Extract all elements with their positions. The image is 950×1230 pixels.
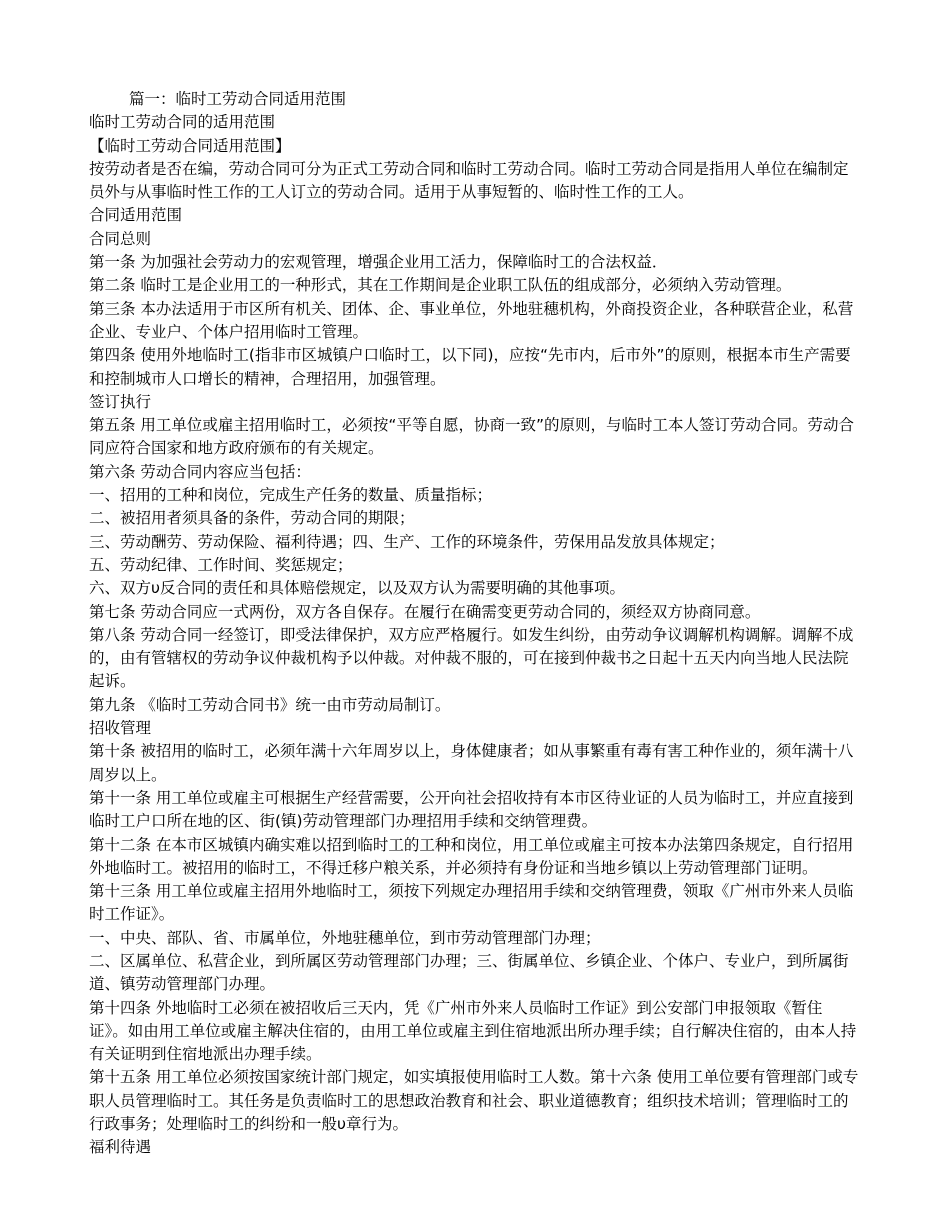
document-heading: 篇一：临时工劳动合同适用范围 xyxy=(129,90,347,108)
section-title: 临时工劳动合同的适用范围 xyxy=(89,113,276,132)
article-8: 第八条 劳动合同一经签订，即受法律保护，双方应严格履行。如发生纠纷，由劳动争议调解机构调解。调解不成的，由有管辖权的劳动争议仲裁机构予以仲裁。对仲裁不服的，可在接到仲裁书之日起十五天内向当地人民法院起诉。 xyxy=(89,625,854,691)
article-3: 第三条 本办法适用于市区所有机关、团体、企、事业单位，外地驻穗机构，外商投资企业，各种联营企业，私营企业、专业户、个体户招用临时工管理。 xyxy=(89,299,854,341)
article-5: 第五条 用工单位或雇主招用临时工，必须按“平等自愿，协商一致”的原则，与临时工本人签订劳动合同。劳动合同应符合国家和地方政府颁布的有关规定。 xyxy=(89,416,854,458)
section-heading: 合同总则 xyxy=(89,229,152,248)
section-heading: 签订执行 xyxy=(89,392,152,411)
list-item: 一、中央、部队、省、市属单位，外地驻穗单位，到市劳动管理部门办理； xyxy=(89,928,601,947)
paragraph: 按劳动者是否在编，劳动合同可分为正式工劳动合同和临时工劳动合同。临时工劳动合同是指用人单位在编制定员外与从事临时性工作的工人订立的劳动合同。适用于从事短暂的、临时性工作的工人。 xyxy=(89,159,849,202)
list-item: 二、被招用者须具备的条件，劳动合同的期限； xyxy=(89,509,415,528)
article-11: 第十一条 用工单位或雇主可根据生产经营需要，公开向社会招收持有本市区待业证的人员为临时工，并应直接到临时工户口所在地的区、街(镇)劳动管理部门办理招用手续和交纳管理费。 xyxy=(89,788,854,831)
list-item: 五、劳动纪律、工作时间、奖惩规定； xyxy=(89,555,353,574)
document-body xyxy=(89,88,861,1160)
article-12: 第十二条 在本市区城镇内确实难以招到临时工的工种和岗位，用工单位或雇主可按本办法第四条规定，自行招用外地临时工。被招用的临时工，不得迁移户粮关系，并必须持有身份证和当地乡镇以上劳动管理部门证明。 xyxy=(89,835,854,877)
article-15-16: 第十五条 用工单位必须按国家统计部门规定，如实填报使用临时工人数。第十六条 使用工单位要有管理部门或专职人员管理临时工。其任务是负责临时工的思想政治教育和社会、职业道德教育；组织技术培训；管理临时工的行政事务；处理临时工的纠纷和一般υ章行为。 xyxy=(89,1068,859,1134)
article-1: 第一条 为加强社会劳动力的宏观管理，增强企业用工活力，保障临时工的合法权益． xyxy=(89,253,668,272)
article-7: 第七条 劳动合同应一式两份，双方各自保存。在履行在确需变更劳动合同的，须经双方协商同意。 xyxy=(89,602,761,621)
list-item: 二、区属单位、私营企业，到所属区劳动管理部门办理；三、街属单位、乡镇企业、个体户、专业户，到所属街道、镇劳动管理部门办理。 xyxy=(89,951,849,994)
article-4: 第四条 使用外地临时工(指非市区城镇户口临时工，以下同)，应按“先市内，后市外”的原则，根据本市生产需要和控制城市人口增长的精神，合理招用，加强管理。 xyxy=(89,346,851,388)
article-14: 第十四条 外地临时工必须在被招收后三天内，凭《广州市外来人员临时工作证》到公安部门申报领取《暂住证》。如由用工单位或雇主解决住宿的，由用工单位或雇主到住宿地派出所办理手续；自行解决住宿的，由本人持有关证明到住宿地派出办理手续。 xyxy=(89,998,857,1064)
section-heading: 福利待遇 xyxy=(89,1138,152,1157)
article-2: 第二条 临时工是企业用工的一种形式，其在工作期间是企业职工队伍的组成部分，必须纳入劳动管理。 xyxy=(89,276,792,295)
section-heading: 合同适用范围 xyxy=(89,206,183,225)
article-9: 第九条 《临时工劳动合同书》统一由市劳动局制订。 xyxy=(89,695,451,714)
section-heading: 招收管理 xyxy=(89,719,152,738)
list-item: 六、双方υ反合同的责任和具体赔偿规定，以及双方认为需要明确的其他事项。 xyxy=(89,579,625,598)
article-10: 第十条 被招用的临时工，必须年满十六年周岁以上，身体健康者；如从事繁重有毒有害工种作业的，须年满十八周岁以上。 xyxy=(89,742,854,784)
section-subtitle: 【临时工劳动合同适用范围】 xyxy=(89,136,291,155)
list-item: 一、招用的工种和岗位，完成生产任务的数量、质量指标； xyxy=(89,486,493,505)
article-13: 第十三条 用工单位或雇主招用外地临时工，须按下列规定办理招用手续和交纳管理费，领取《广州市外来人员临时工作证》。 xyxy=(89,882,854,924)
article-6: 第六条 劳动合同内容应当包括： xyxy=(89,462,311,481)
list-item: 三、劳动酬劳、劳动保险、福利待遇；四、生产、工作的环境条件，劳保用品发放具体规定； xyxy=(89,532,725,551)
